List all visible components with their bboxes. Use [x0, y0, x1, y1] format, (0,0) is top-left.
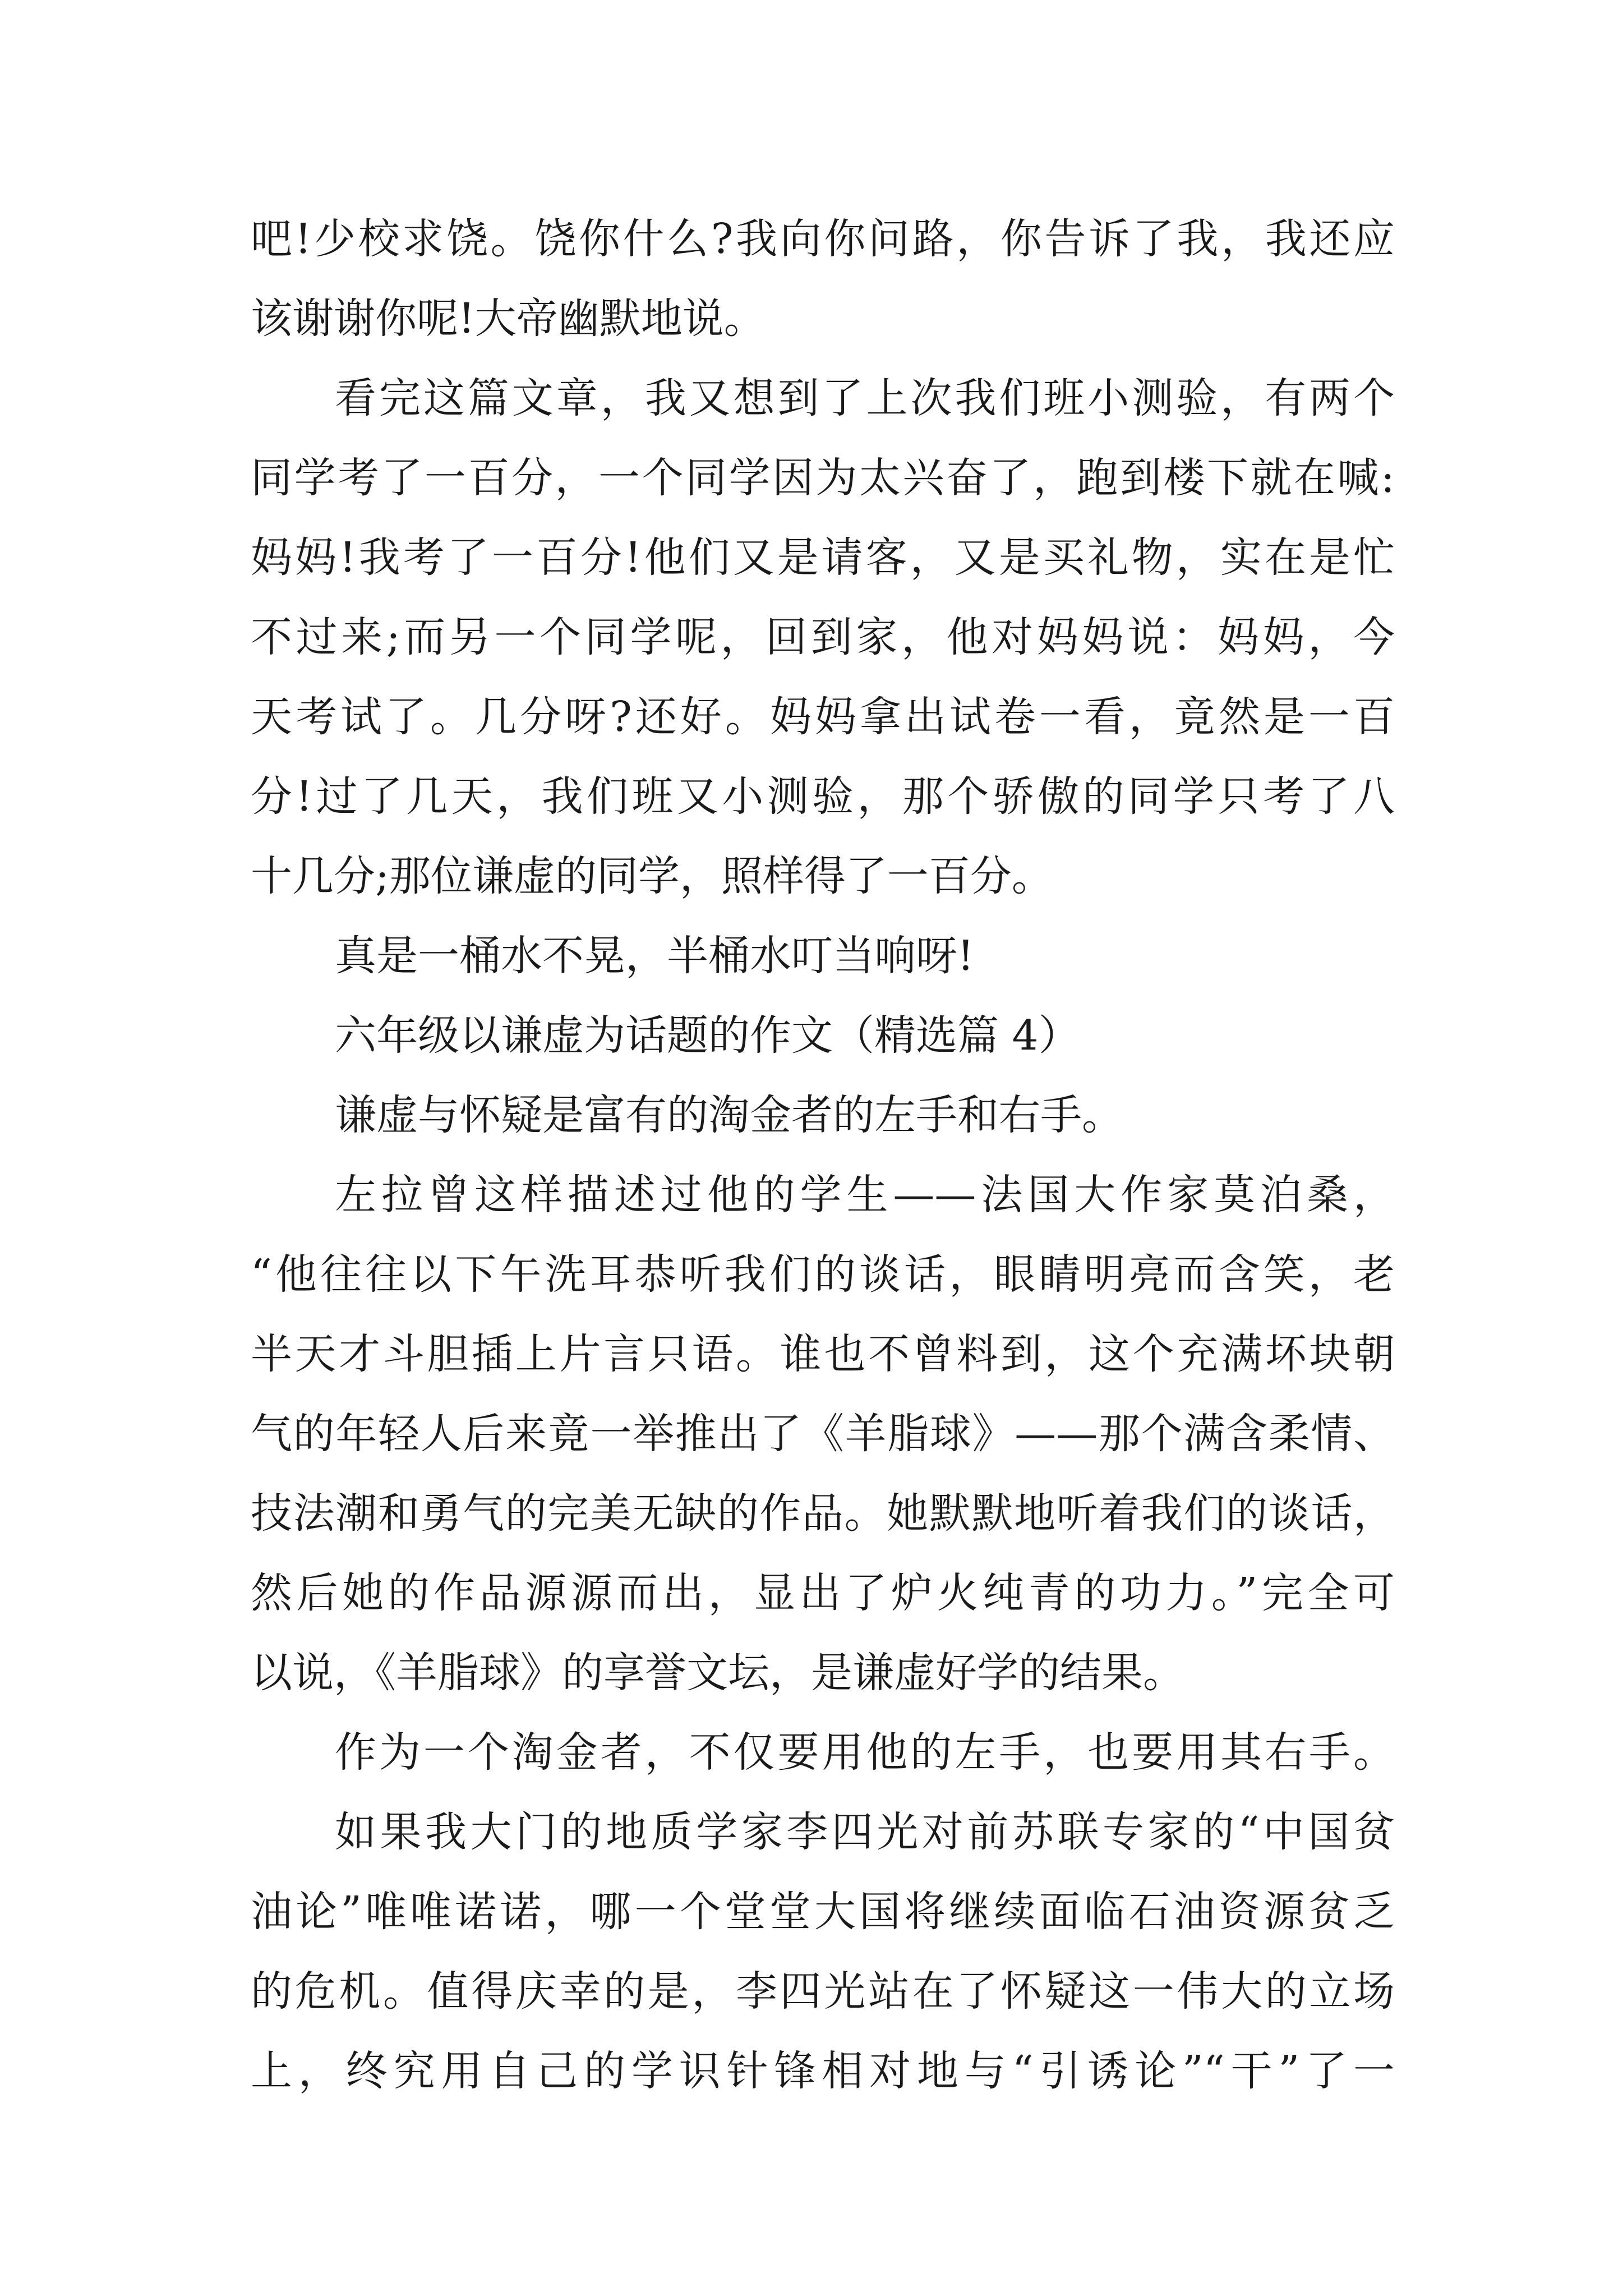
text-line: 上，终究用自己的学识针锋相对地与“引诱论”“干”了一 [251, 2047, 1395, 2095]
text-line: 半天才斗胆插上片言只语。谁也不曾料到，这个充满坏块朝 [251, 1330, 1395, 1378]
section-heading: 六年级以谦虚为话题的作文（精选篇 4） [335, 1011, 1080, 1060]
text-line: 然后她的作品源源而出，显出了炉火纯青的功力。”完全可 [251, 1569, 1395, 1617]
text-line: 如果我大门的地质学家李四光对前苏联专家的“中国贫 [335, 1808, 1395, 1856]
text-line: 以说，《羊脂球》的享誉文坛，是谦虚好学的结果。 [251, 1649, 1184, 1697]
text-line: 左拉曾这样描述过他的学生——法国大作家莫泊桑， [335, 1171, 1395, 1219]
text-line: 油论”唯唯诺诺，哪一个堂堂大国将继续面临石油资源贫乏 [251, 1888, 1395, 1936]
text-line: 同学考了一百分，一个同学因为太兴奋了，跑到楼下就在喊: [251, 454, 1395, 502]
text-line: 真是一桶水不晃，半桶水叮当响呀! [335, 932, 974, 980]
text-line: 看完这篇文章，我又想到了上次我们班小测验，有两个 [335, 374, 1395, 422]
text-line: 的危机。值得庆幸的是，李四光站在了怀疑这一伟大的立场 [251, 1967, 1395, 2016]
text-line: 天考试了。几分呀?还好。妈妈拿出试卷一看，竟然是一百 [251, 693, 1395, 741]
text-line: 十几分;那位谦虚的同学，照样得了一百分。 [251, 852, 1053, 900]
text-line: 气的年轻人后来竟一举推出了《羊脂球》——那个满含柔情、 [251, 1410, 1395, 1458]
text-line: 技法潮和勇气的完美无缺的作品。她默默地听着我们的谈话， [251, 1489, 1395, 1538]
text-line: 吧!少校求饶。饶你什么?我向你问路，你告诉了我，我还应 [251, 215, 1395, 263]
document-body [251, 199, 1395, 2111]
text-line: 分!过了几天，我们班又小测验，那个骄傲的同学只考了八 [251, 772, 1395, 821]
text-line: 该谢谢你呢!大帝幽默地说。 [251, 295, 766, 343]
text-line: 谦虚与怀疑是富有的淘金者的左手和右手。 [335, 1091, 1123, 1139]
text-line: “他往往以下午洗耳恭听我们的谈话，眼睛明亮而含笑，老 [251, 1250, 1395, 1299]
text-line: 作为一个淘金者，不仅要用他的左手，也要用其右手。 [335, 1728, 1395, 1777]
text-line: 不过来;而另一个同学呢，回到家，他对妈妈说：妈妈，今 [251, 613, 1395, 661]
text-line: 妈妈!我考了一百分!他们又是请客，又是买礼物，实在是忙 [251, 533, 1395, 582]
